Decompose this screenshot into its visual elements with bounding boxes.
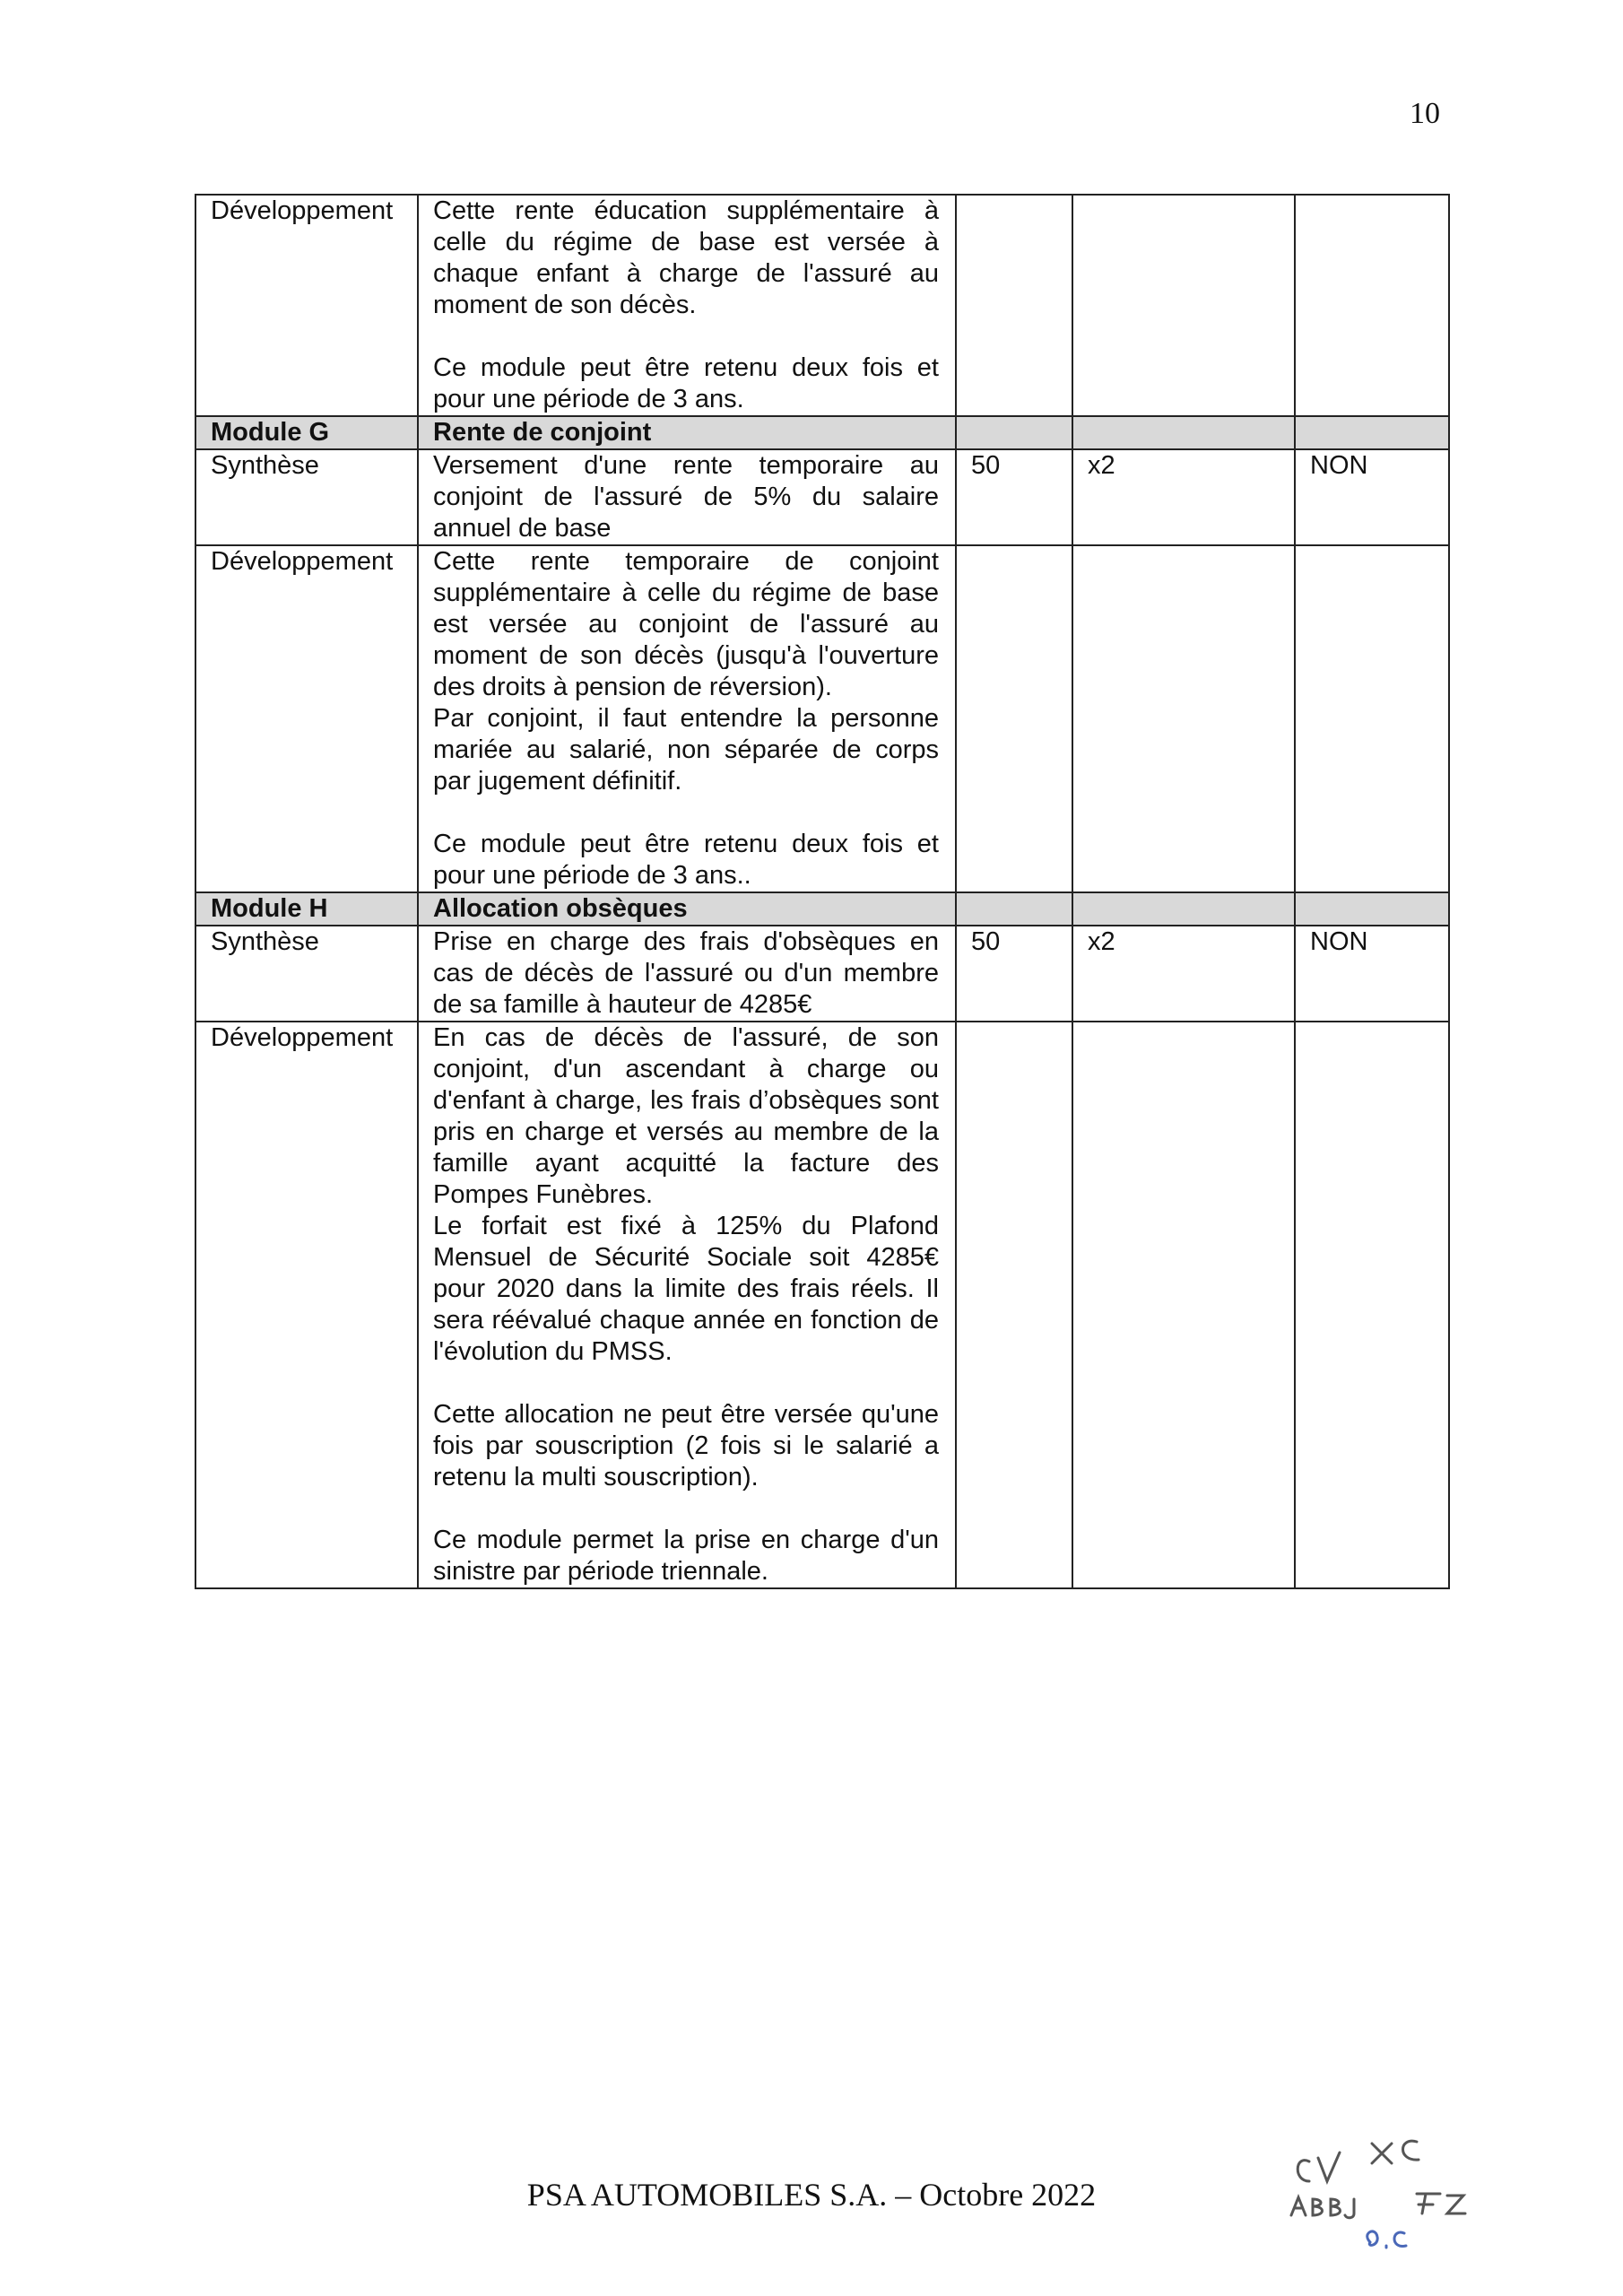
section-row — [195, 545, 1449, 892]
value-cell-c5: NON — [1295, 449, 1449, 545]
section-row — [195, 449, 1449, 545]
section-label: Développement — [195, 1022, 418, 1588]
section-label: Synthèse — [195, 449, 418, 545]
description-paragraph: Ce module permet la prise en charge d'un sinistre par période triennale. — [433, 1526, 939, 1586]
initials-cv — [1298, 2152, 1340, 2181]
initials-fz — [1417, 2194, 1465, 2213]
description-paragraph: En cas de décès de l'assuré, de son conjoint, d'un ascendant à charge ou d'enfant à charge, les frais d’obsèques sont pris en charge et versés au membre de la famille ayant acquitté la facture des Pompes Funèbres. — [433, 1023, 939, 1209]
description-paragraph — [433, 321, 939, 352]
section-description — [418, 1022, 956, 1588]
description-paragraph: Ce module peut être retenu deux fois et pour une période de 3 ans.. — [433, 830, 939, 890]
value-cell-c3 — [956, 545, 1072, 892]
value-cell-c3: 50 — [956, 926, 1072, 1022]
value-cell-c3 — [956, 1022, 1072, 1588]
modules-table — [195, 194, 1450, 1589]
description-paragraph: Cette rente éducation supplémentaire à celle du régime de base est versée à chaque enfant à charge de l'assuré au moment de son décès. — [433, 196, 939, 319]
module-title: Allocation obsèques — [418, 892, 956, 926]
section-row — [195, 195, 1449, 416]
initials-signatures — [1282, 2117, 1497, 2260]
module-header-empty-cell — [956, 416, 1072, 449]
description-paragraph: Cette rente temporaire de conjoint supplémentaire à celle du régime de base est versée au conjoint de l'assuré au moment de son décès (jusqu'à l'ouverture des droits à pension de réversion). — [433, 547, 939, 701]
value-cell-c3 — [956, 195, 1072, 416]
initials-oc — [1367, 2231, 1406, 2248]
value-cell-c4 — [1072, 195, 1295, 416]
module-header-empty-cell — [1295, 892, 1449, 926]
description-paragraph: Le forfait est fixé à 125% du Plafond Mensuel de Sécurité Sociale soit 4285€ pour 2020 dans la limite des frais réels. Il sera réévalué chaque année en fonction de l'évolution du PMSS. — [433, 1212, 939, 1366]
value-cell-c5 — [1295, 195, 1449, 416]
description-paragraph: Cette allocation ne peut être versée qu'une fois par souscription (2 fois si le salarié a retenu la multi souscription). — [433, 1400, 939, 1492]
module-label: Module G — [195, 416, 418, 449]
section-label: Développement — [195, 195, 418, 416]
section-description — [418, 545, 956, 892]
page-number: 10 — [1410, 97, 1440, 130]
description-paragraph — [433, 797, 939, 829]
value-cell-c3: 50 — [956, 449, 1072, 545]
module-header-empty-cell — [956, 892, 1072, 926]
section-row — [195, 926, 1449, 1022]
value-cell-c5: NON — [1295, 926, 1449, 1022]
value-cell-c5 — [1295, 1022, 1449, 1588]
section-description — [418, 449, 956, 545]
section-label: Synthèse — [195, 926, 418, 1022]
description-paragraph: Prise en charge des frais d'obsèques en cas de décès de l'assuré ou d'un membre de sa famille à hauteur de 4285€ — [433, 927, 939, 1019]
description-paragraph — [433, 1368, 939, 1399]
module-title: Rente de conjoint — [418, 416, 956, 449]
module-header-empty-cell — [1295, 416, 1449, 449]
initials-xc — [1372, 2141, 1419, 2163]
value-cell-c4 — [1072, 1022, 1295, 1588]
description-paragraph: Versement d'une rente temporaire au conjoint de l'assuré de 5% du salaire annuel de base — [433, 451, 939, 543]
module-label: Module H — [195, 892, 418, 926]
description-paragraph — [433, 1493, 939, 1525]
value-cell-c4: x2 — [1072, 926, 1295, 1022]
description-paragraph: Par conjoint, il faut entendre la personne mariée au salarié, non séparée de corps par jugement définitif. — [433, 704, 939, 796]
page-footer: PSA AUTOMOBILES S.A. – Octobre 2022 — [526, 2177, 1097, 2213]
module-header-row — [195, 892, 1449, 926]
section-row — [195, 1022, 1449, 1588]
description-paragraph: Ce module peut être retenu deux fois et pour une période de 3 ans. — [433, 353, 939, 413]
section-description — [418, 926, 956, 1022]
modules-table-body — [195, 195, 1449, 1588]
value-cell-c4 — [1072, 545, 1295, 892]
initials-abbj — [1291, 2197, 1354, 2218]
value-cell-c5 — [1295, 545, 1449, 892]
module-header-empty-cell — [1072, 416, 1295, 449]
module-header-row — [195, 416, 1449, 449]
section-label: Développement — [195, 545, 418, 892]
section-description — [418, 195, 956, 416]
value-cell-c4: x2 — [1072, 449, 1295, 545]
module-header-empty-cell — [1072, 892, 1295, 926]
